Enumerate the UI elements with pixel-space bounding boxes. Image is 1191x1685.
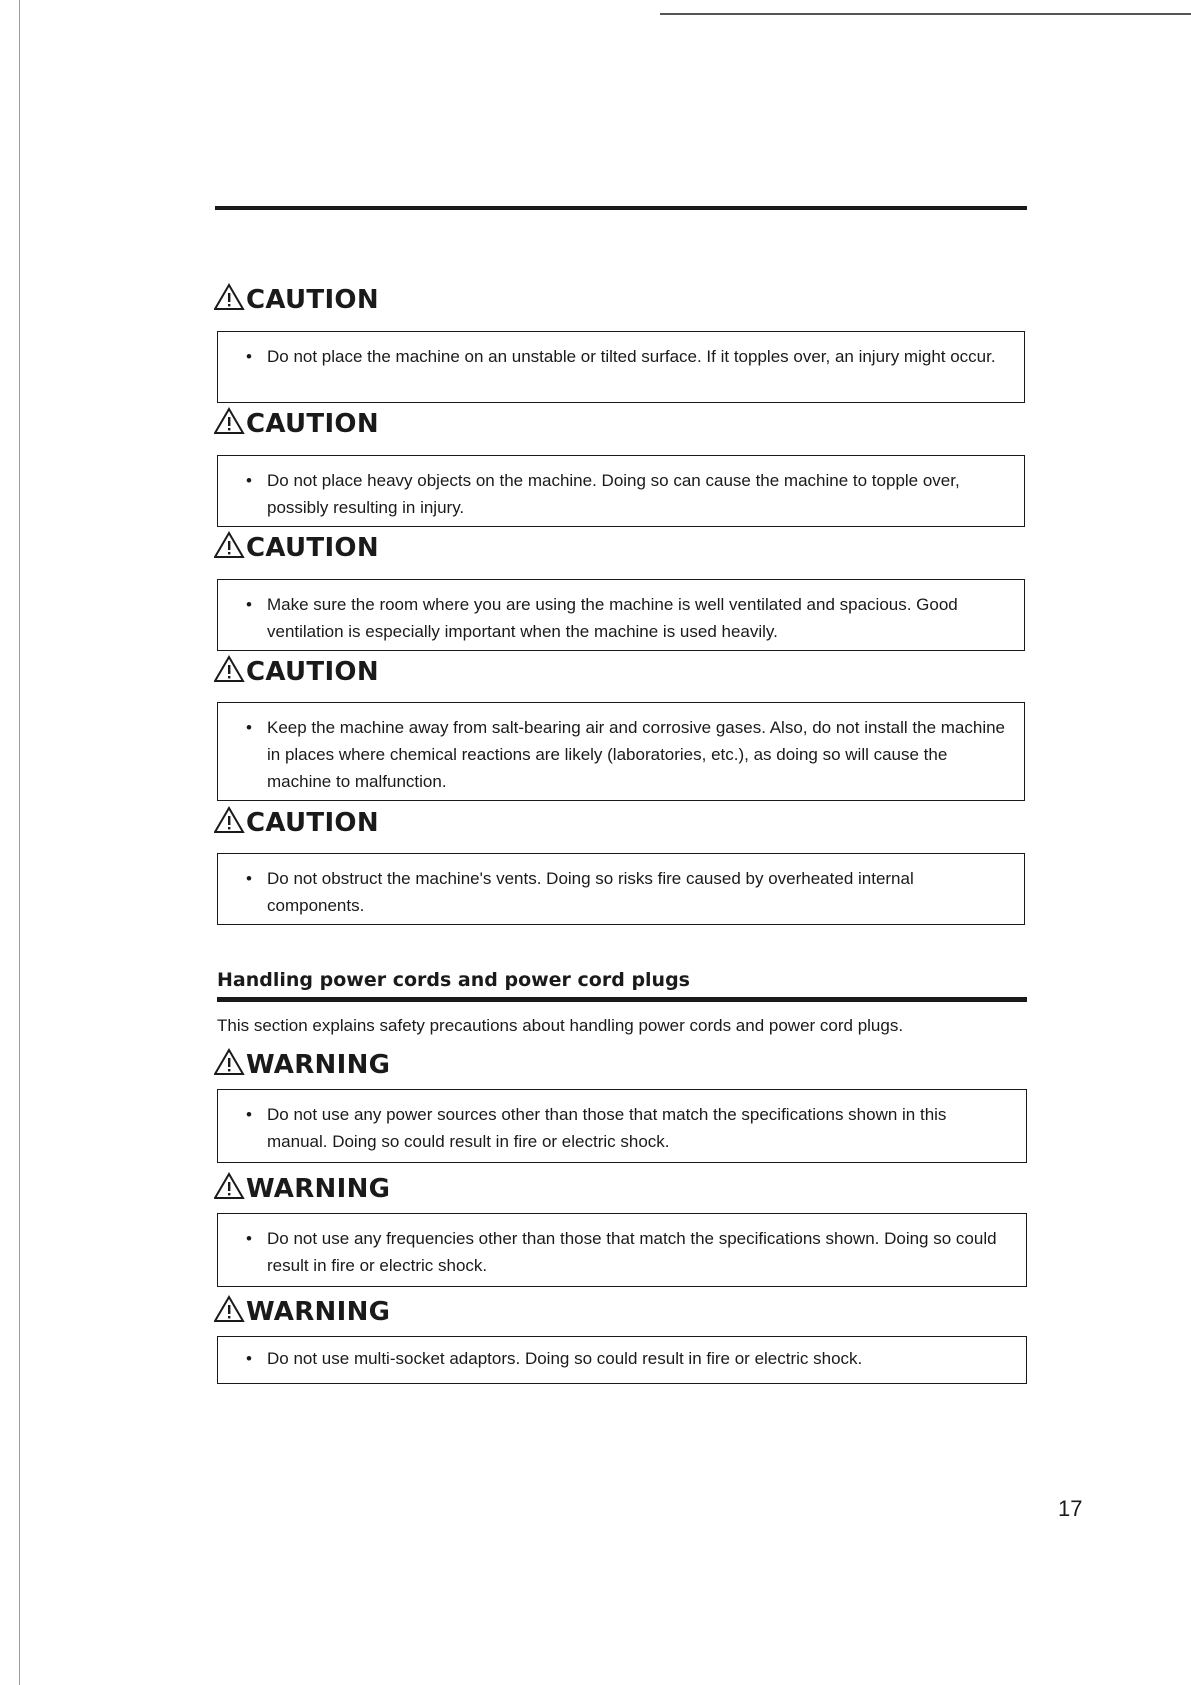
caution-box	[217, 853, 1025, 925]
list-item	[246, 865, 1006, 919]
warning-text: Do not use any power sources other than those that match the specifications shown in this manual. Doing so could result in fire or electric shock.	[267, 1105, 947, 1151]
warning-text: Do not use any frequencies other than those that match the specifications shown. Doing so could result in fire or electric shock.	[267, 1229, 997, 1275]
warning-box	[217, 1213, 1027, 1287]
caution-label: CAUTION	[246, 808, 379, 838]
warning-heading	[214, 1292, 390, 1332]
list-item	[246, 1101, 1008, 1155]
caution-box	[217, 579, 1025, 651]
warning-triangle-icon	[214, 531, 246, 559]
caution-heading	[214, 404, 379, 444]
bullet: •	[246, 718, 252, 737]
warning-label: WARNING	[246, 1297, 391, 1327]
warning-heading	[214, 1169, 390, 1209]
caution-text: Make sure the room where you are using the machine is well ventilated and spacious. Good ventilation is especially important when the machine is used heavily.	[267, 595, 958, 641]
caution-text: Do not place heavy objects on the machine. Doing so can cause the machine to topple over, possibly resulting in injury.	[267, 471, 960, 517]
caution-label: CAUTION	[246, 409, 379, 439]
warning-triangle-icon	[214, 806, 246, 834]
section-title: Handling power cords and power cord plugs	[217, 969, 690, 991]
bullet: •	[246, 347, 252, 366]
bullet: •	[246, 1229, 252, 1248]
warning-text: Do not use multi-socket adaptors. Doing so could result in fire or electric shock.	[267, 1349, 863, 1368]
bullet: •	[246, 1105, 252, 1124]
section-rule	[217, 997, 1027, 1002]
caution-heading	[214, 652, 379, 692]
list-item	[246, 467, 1006, 521]
warning-triangle-icon	[214, 1295, 246, 1323]
caution-text: Do not place the machine on an unstable or tilted surface. If it topples over, an injury might occur.	[267, 347, 996, 366]
scan-edge-line	[19, 0, 20, 1685]
caution-label: CAUTION	[246, 657, 379, 687]
warning-heading	[214, 1045, 390, 1085]
page-number: 17	[1058, 1496, 1083, 1521]
caution-heading	[214, 528, 379, 568]
warning-box	[217, 1089, 1027, 1163]
caution-box	[217, 331, 1025, 403]
warning-triangle-icon	[214, 1048, 246, 1076]
caution-box	[217, 702, 1025, 801]
caution-label: CAUTION	[246, 533, 379, 563]
list-item	[246, 1225, 1008, 1279]
list-item	[246, 714, 1006, 795]
section-intro: This section explains safety precautions about handling power cords and power cord plugs.	[217, 1016, 904, 1035]
list-item	[246, 343, 1006, 370]
warning-label: WARNING	[246, 1174, 391, 1204]
bullet: •	[246, 869, 252, 888]
bullet: •	[246, 1349, 252, 1368]
caution-heading	[214, 280, 379, 320]
list-item	[246, 1345, 1008, 1372]
header-rule	[215, 206, 1027, 210]
bullet: •	[246, 595, 252, 614]
caution-heading	[214, 803, 379, 843]
top-edge-line	[660, 13, 1191, 15]
warning-box	[217, 1336, 1027, 1384]
list-item	[246, 591, 1006, 645]
warning-label: WARNING	[246, 1050, 391, 1080]
caution-label: CAUTION	[246, 285, 379, 315]
caution-text: Keep the machine away from salt-bearing air and corrosive gases. Also, do not install the machine in places where chemical reactions are likely (laboratories, etc.), as doing so will cause the machine to malfunction.	[267, 718, 1006, 791]
warning-triangle-icon	[214, 407, 246, 435]
bullet: •	[246, 471, 252, 490]
warning-triangle-icon	[214, 1172, 246, 1200]
warning-triangle-icon	[214, 283, 246, 311]
caution-text: Do not obstruct the machine's vents. Doing so risks fire caused by overheated internal components.	[267, 869, 914, 915]
caution-box	[217, 455, 1025, 527]
warning-triangle-icon	[214, 655, 246, 683]
